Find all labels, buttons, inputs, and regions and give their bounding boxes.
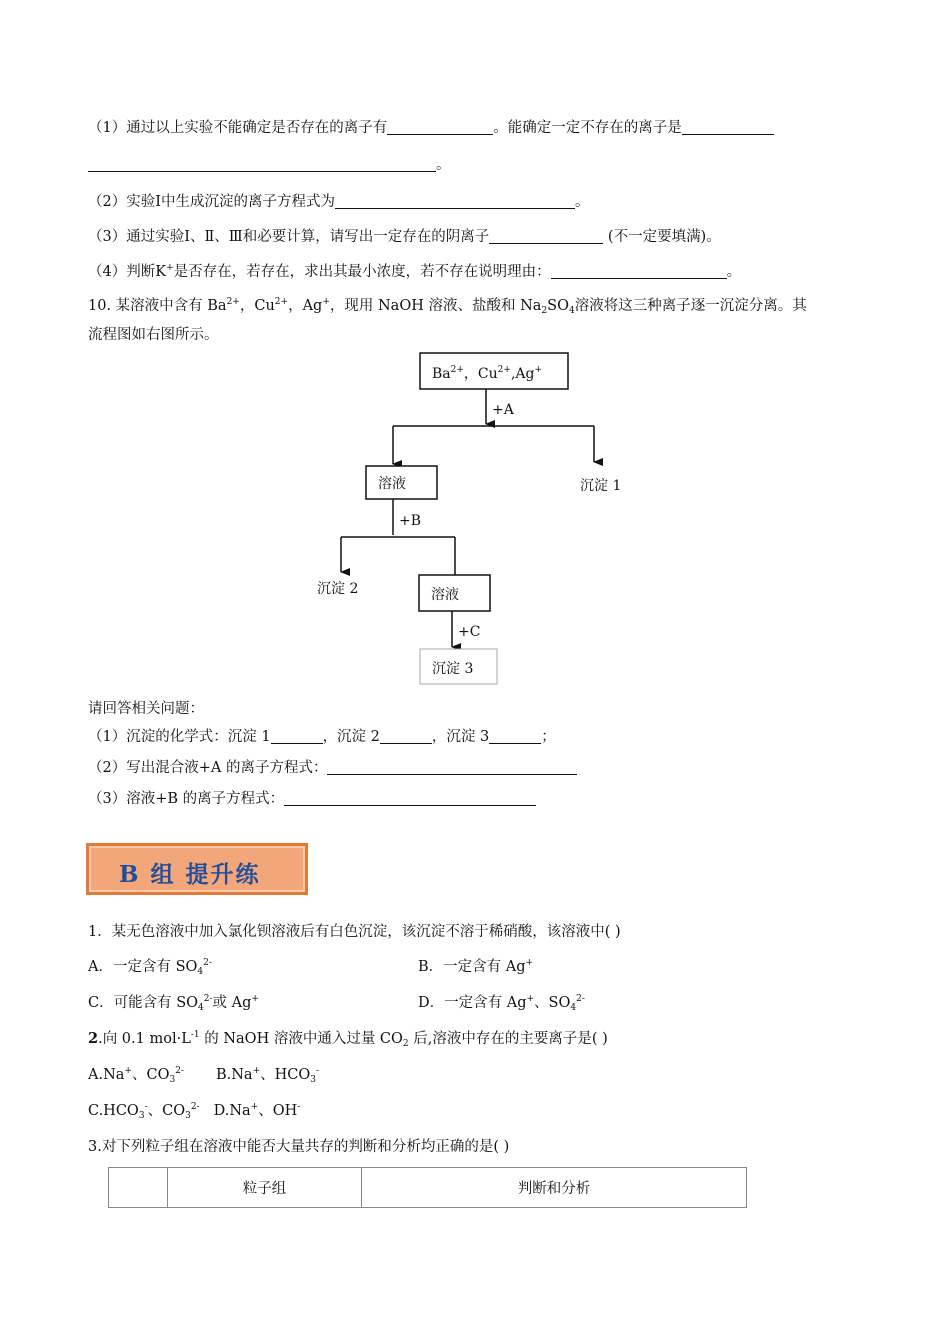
b3-table [108,1167,747,1208]
flow-label-ppt1: 沉淀 1 [580,478,622,494]
flow-label-ppt2: 沉淀 2 [317,581,359,597]
flow-label-solution1: 溶液 [378,476,406,492]
table-header-row [109,1168,747,1208]
flow-label-start: $Ba^{2+}$，$Cu^{2+},Ag^+$ [432,365,543,382]
flow-label-solution2: 溶液 [431,587,459,603]
answer-blank[interactable] [327,758,577,775]
flow-label-plus-a: +A [492,402,514,418]
table-header-cell [109,1168,168,1208]
q10-prompt: 请回答相关问题： [88,701,204,717]
q10-stem-line2: 流程图如右图所示。 [88,327,219,343]
flow-label-plus-b: +B [399,513,422,529]
answer-blank[interactable] [380,727,432,744]
q10-part3: （3）溶液+B 的离子方程式： [88,789,536,809]
q10-part1: （1）沉淀的化学式：沉淀 1 ，沉淀 2 ，沉淀 3 ； [88,729,556,745]
table-header-cell: 判断和分析 [362,1168,747,1208]
q10-part2: （2）写出混合液+A 的离子方程式： [88,758,577,778]
table-header-cell: 粒子组 [168,1168,362,1208]
section-banner [86,843,308,895]
b1-option-c: C．可能含有 $SO_4^{2-}$或 Ag+ [88,994,259,1013]
b2-stem: 2.向 0.1 $mol\cdot L^{-1}$ 的 NaOH 溶液中通入过量 $CO_2$ 后,溶液中存在的主要离子是( ) [88,1030,608,1049]
flow-label-plus-c: +C [458,624,481,640]
flow-label-ppt3: 沉淀 3 [432,661,474,677]
answer-blank[interactable] [271,727,323,744]
b2-options-ab: A.Na+、$CO_3^{2-}$ B.Na+、$HCO_3^-$ [88,1066,320,1085]
q9-part4: （4）判断K+是否存在，若存在，求出其最小浓度，若不存在说明理由： 。 [88,263,742,280]
q9-part2: （2）实验Ⅰ中生成沉淀的离子方程式为 。 [88,194,590,210]
q9-part1: （1）通过以上实验不能确定是否存在的离子有 。能确定一定不存在的离子是 [88,118,774,138]
answer-blank[interactable] [489,727,541,744]
b1-option-b: B．一定含有 Ag+ [418,958,534,975]
b1-option-a: A．一定含有 $SO_4^{2-}$ [88,958,212,977]
q10-stem: 10. 某溶液中含有 $Ba^{2+}$，$Cu^{2+}$，Ag+，现用 NaOH 溶液、盐酸和 $Na_2SO_4$溶液将这三种离子逐一沉淀分离。其 [88,297,807,316]
answer-blank[interactable] [284,789,536,806]
section-banner-title: B 组 提升练 [119,861,261,888]
b1-option-d: D．一定含有 Ag+、$SO_4^{2-}$ [418,994,585,1013]
b3-stem: 3.对下列粒子组在溶液中能否大量共存的判断和分析均正确的是( ) [88,1139,510,1155]
q9-part1-continuation: 。 [88,155,451,175]
b1-stem: 1．某无色溶液中加入氯化钡溶液后有白色沉淀，该沉淀不溶于稀硝酸，该溶液中( ) [88,924,621,940]
b2-options-cd: $C.HCO_3^-$、$CO_3^{2-}$ D.Na+、OH- [88,1102,301,1121]
q9-part3: （3）通过实验Ⅰ、Ⅱ、Ⅲ和必要计算，请写出一定存在的阴离子 (不一定要填满)。 [88,229,721,245]
